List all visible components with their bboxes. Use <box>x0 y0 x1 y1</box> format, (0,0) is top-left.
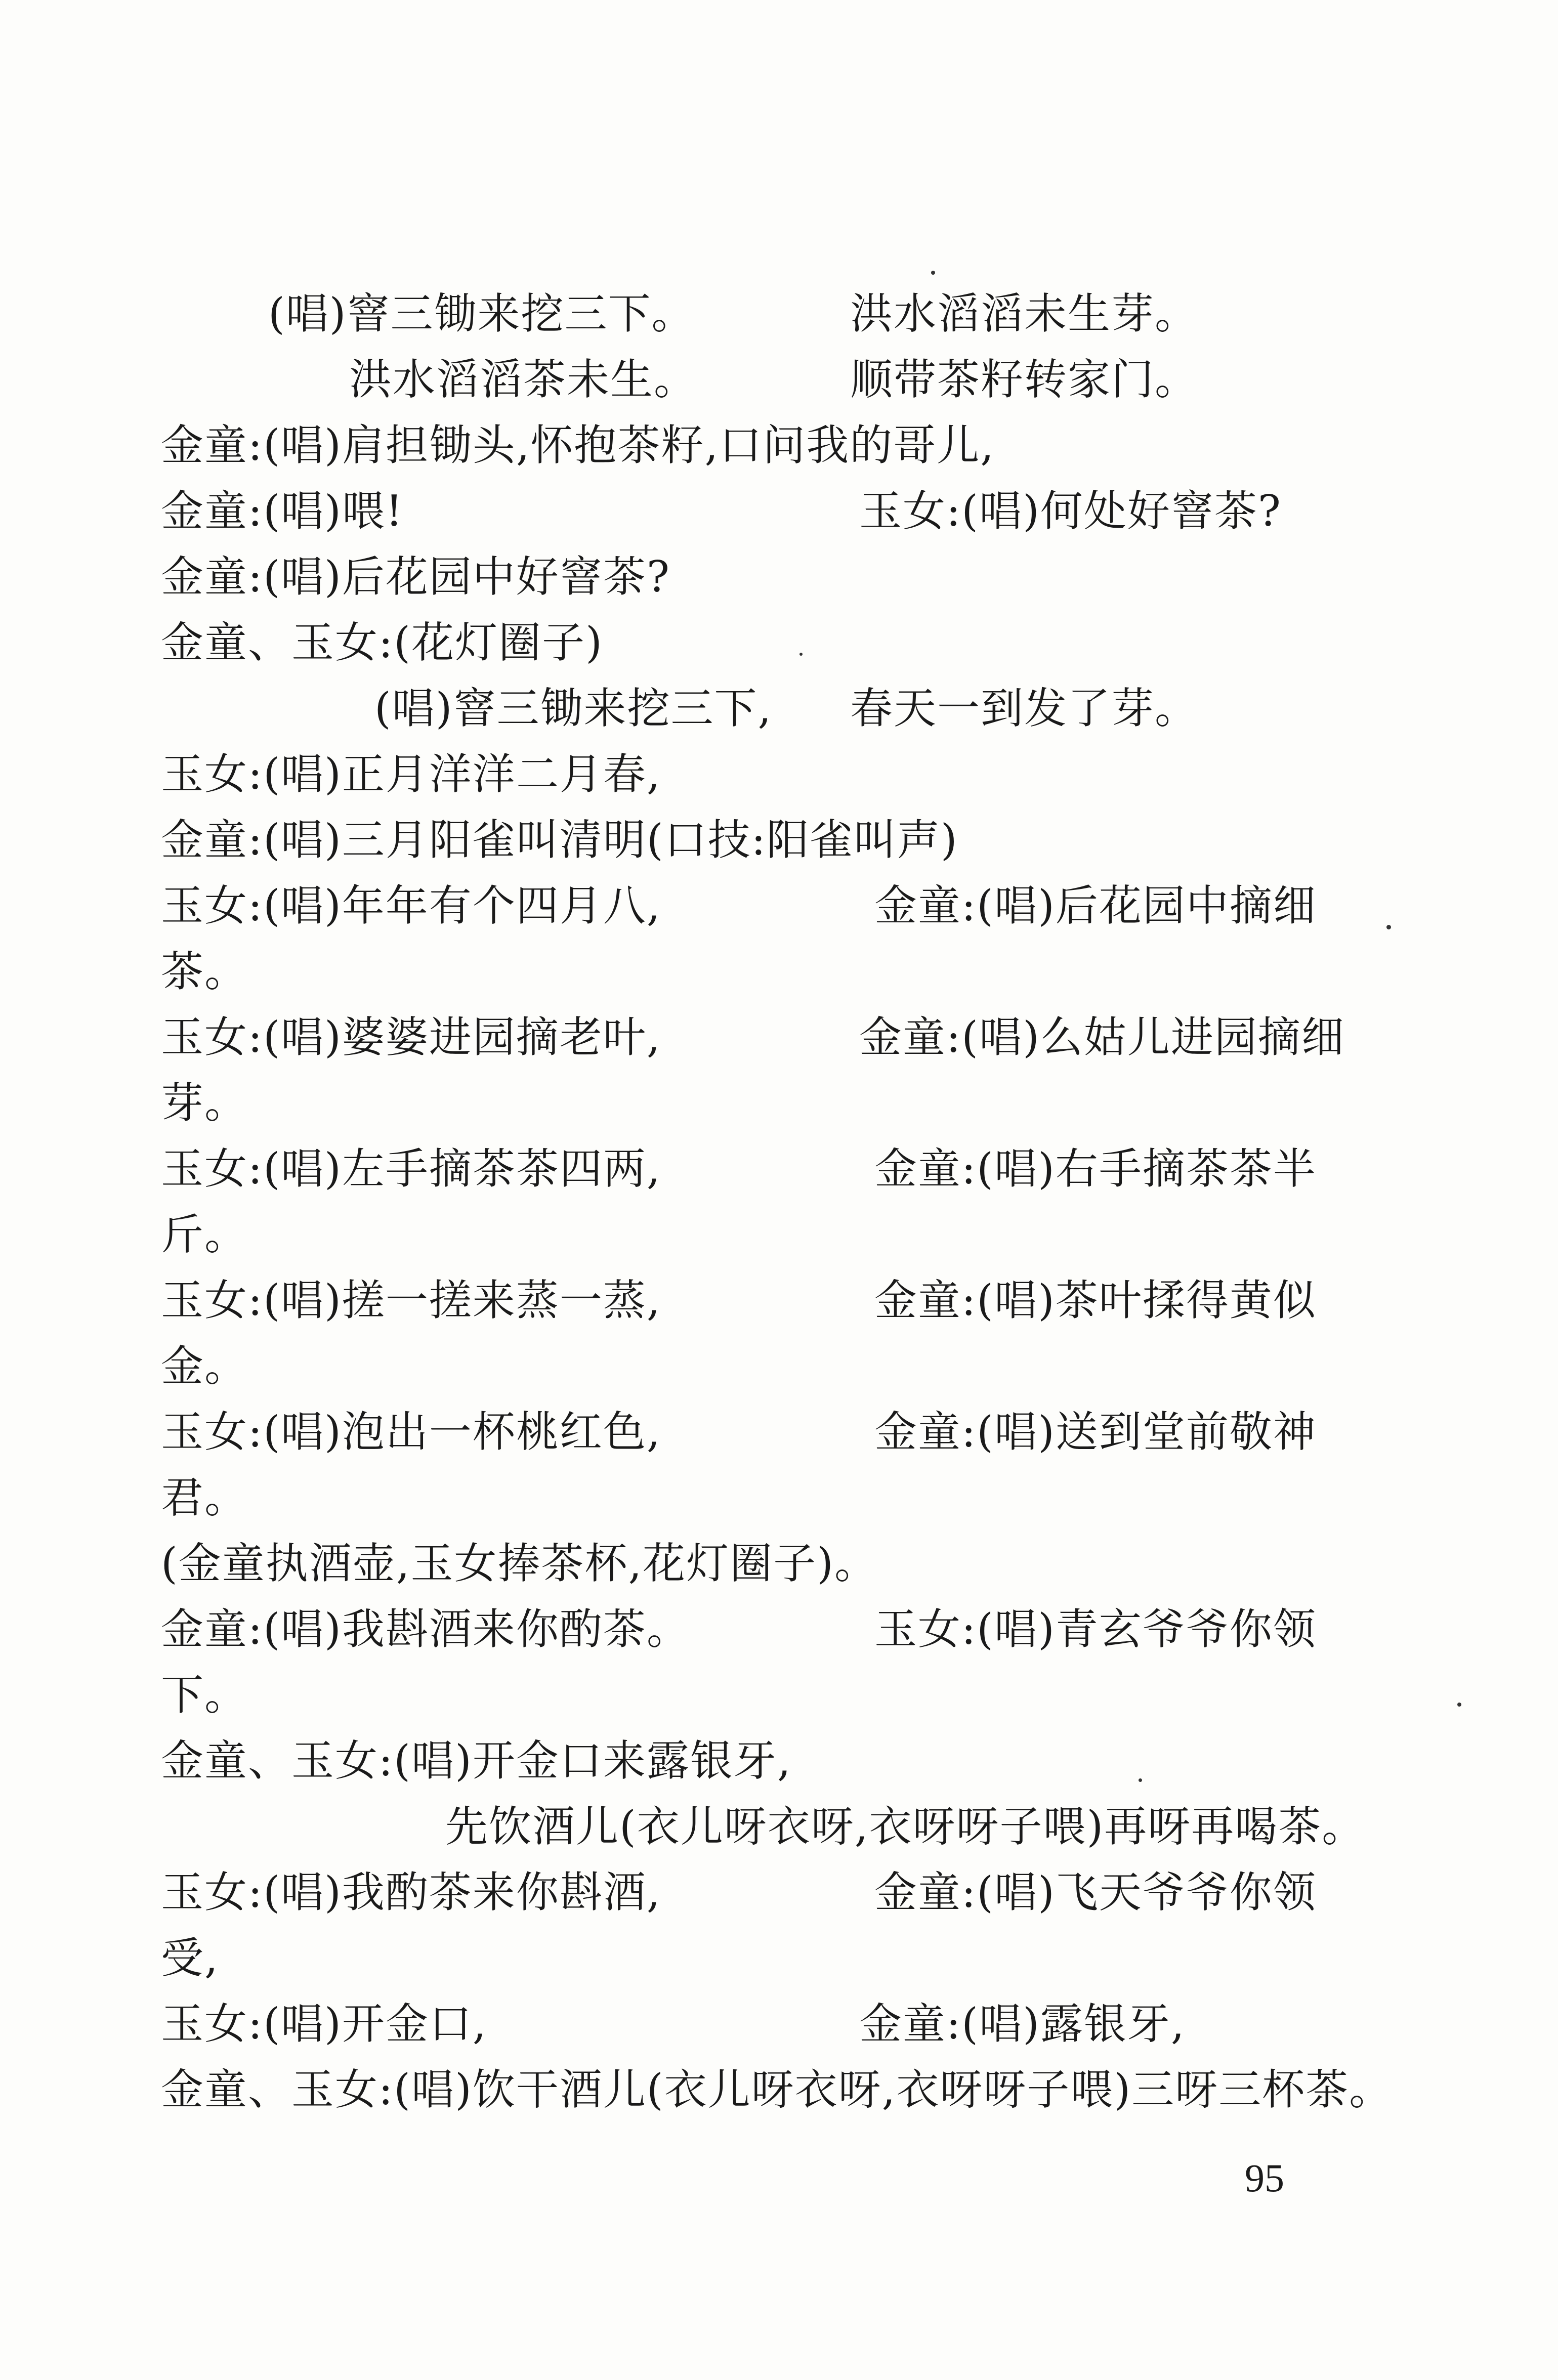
text-line <box>349 349 1199 410</box>
line-left: (唱)窨三锄来挖三下, <box>374 684 773 733</box>
line-left: 茶。 <box>161 947 248 996</box>
scan-speck <box>931 271 935 275</box>
text-line <box>161 481 1282 541</box>
text-line <box>161 1336 248 1396</box>
line-left: 玉女:(唱)搓一搓来蒸一蒸, <box>161 1276 661 1325</box>
line-left: 洪水滔滔茶未生。 <box>349 355 698 404</box>
text-line <box>161 1993 1186 2054</box>
text-line <box>161 1730 792 1791</box>
line-left: 玉女:(唱)左手摘茶茶四两, <box>161 1144 661 1194</box>
line-left: 金童:(唱)我斟酒来你酌茶。 <box>161 1604 690 1654</box>
text-line <box>161 1599 1317 1660</box>
line-right: 金童:(唱)送到堂前敬神 <box>874 1407 1317 1457</box>
line-right: 金童:(唱)后花园中摘细 <box>874 881 1317 930</box>
line-left: 金童、玉女:(唱)饮干酒儿(衣儿呀衣呀,衣呀呀子喂)三呀三杯茶。 <box>161 2065 1393 2114</box>
line-left: 玉女:(唱)年年有个四月八, <box>161 881 661 930</box>
page-number: 95 <box>1245 2156 1284 2200</box>
text-line <box>161 1665 248 1725</box>
text-line <box>161 810 958 870</box>
line-left: 先饮酒儿(衣儿呀衣呀,衣呀呀子喂)再呀再喝茶。 <box>445 1802 1366 1851</box>
text-line <box>374 678 1199 739</box>
line-left: 金童:(唱)三月阳雀叫清明(口技:阳雀叫声) <box>161 815 958 865</box>
text-line <box>268 283 1199 344</box>
text-line <box>161 1467 248 1528</box>
line-right: 金童:(唱)茶叶揉得黄似 <box>874 1276 1317 1325</box>
line-left: 玉女:(唱)正月洋洋二月春, <box>161 749 661 799</box>
text-line <box>161 1533 878 1594</box>
text-line <box>161 1270 1317 1331</box>
text-line <box>161 875 1317 936</box>
line-left: 玉女:(唱)泡出一杯桃红色, <box>161 1407 661 1457</box>
line-left: 金童:(唱)后花园中好窨茶? <box>161 552 670 602</box>
scan-speck <box>799 653 803 656</box>
text-line <box>445 1796 1365 1857</box>
line-left: 金童:(唱)肩担锄头,怀抱茶籽,口问我的哥儿, <box>161 420 995 470</box>
line-left: (唱)窨三锄来挖三下。 <box>268 289 695 338</box>
text-line <box>161 1204 248 1265</box>
text-line <box>161 1928 219 1988</box>
text-line <box>161 1862 1317 1923</box>
line-left: 金童、玉女:(花灯圈子) <box>161 618 603 667</box>
line-right: 金童:(唱)飞天爷爷你领 <box>874 1867 1317 1917</box>
line-right: 金童:(唱)右手摘茶茶半 <box>874 1144 1317 1194</box>
text-line <box>161 1138 1317 1199</box>
scan-speck <box>1386 925 1391 929</box>
line-left: 金。 <box>161 1341 248 1391</box>
line-right: 洪水滔滔未生芽。 <box>850 289 1199 338</box>
text-line <box>161 546 670 607</box>
line-right: 金童:(唱)么姑儿进园摘细 <box>859 1012 1345 1062</box>
text-line <box>161 1007 1345 1068</box>
text-line <box>161 744 661 804</box>
text-line <box>161 612 603 673</box>
text-line <box>161 2059 1393 2120</box>
text-line <box>161 1401 1317 1462</box>
line-left: (金童执酒壶,玉女捧茶杯,花灯圈子)。 <box>161 1539 878 1588</box>
line-left: 芽。 <box>161 1078 248 1128</box>
line-right: 金童:(唱)露银牙, <box>859 1999 1186 2049</box>
line-left: 君。 <box>161 1473 248 1522</box>
line-right: 顺带茶籽转家门。 <box>850 355 1199 404</box>
line-right: 玉女:(唱)青玄爷爷你领 <box>874 1604 1317 1654</box>
text-line <box>161 1073 248 1133</box>
scan-speck <box>1139 1778 1142 1782</box>
line-left: 受, <box>161 1933 219 1983</box>
line-left: 玉女:(唱)开金口, <box>161 1999 487 2049</box>
scan-speck <box>1457 1703 1461 1707</box>
line-right: 玉女:(唱)何处好窨茶? <box>859 486 1282 536</box>
line-left: 玉女:(唱)我酌茶来你斟酒, <box>161 1867 661 1917</box>
line-left: 斤。 <box>161 1210 248 1259</box>
line-left: 下。 <box>161 1670 248 1720</box>
text-line <box>161 415 995 476</box>
line-right: 春天一到发了芽。 <box>850 684 1199 733</box>
line-left: 玉女:(唱)婆婆进园摘老叶, <box>161 1012 661 1062</box>
line-left: 金童、玉女:(唱)开金口来露银牙, <box>161 1736 792 1786</box>
text-line <box>161 941 248 1002</box>
line-left: 金童:(唱)喂! <box>161 486 404 536</box>
